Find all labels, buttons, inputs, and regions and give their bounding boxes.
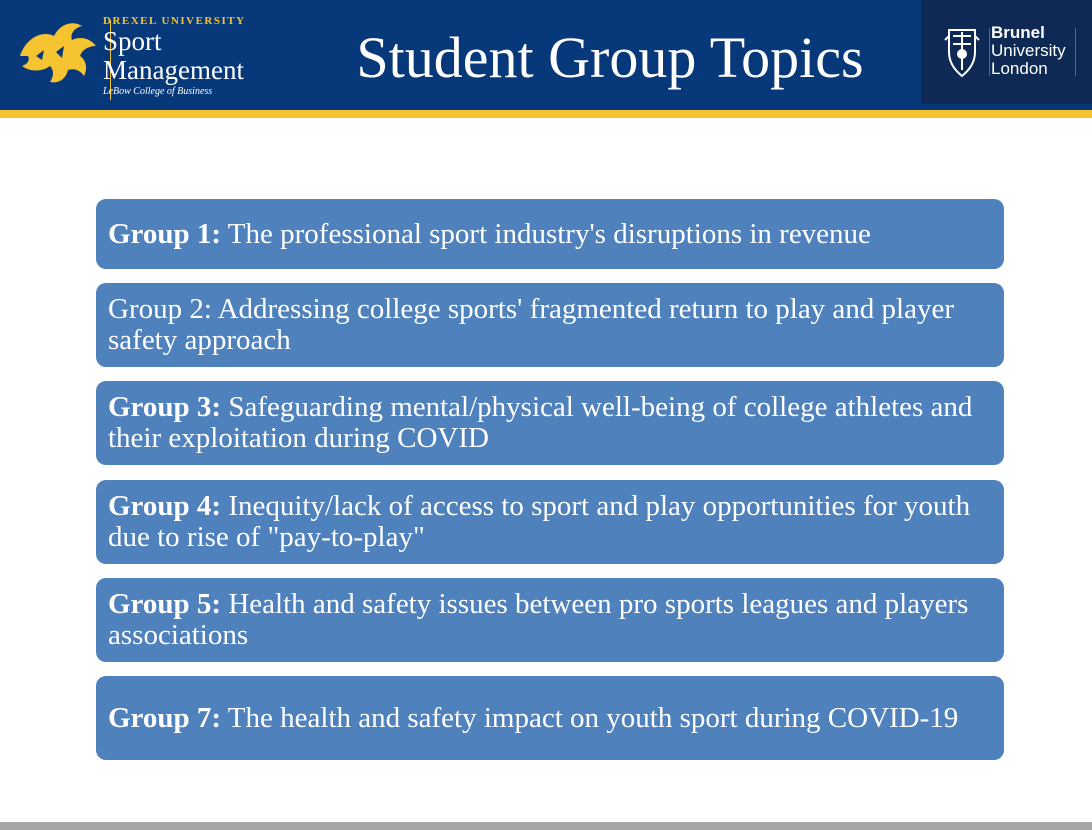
brunel-logo [921,0,1092,104]
topic-text: Inequity/lack of access to sport and play opportunities for youth due to rise of "pay-to-play" [108,490,971,553]
brunel-name: Brunel [991,23,1045,42]
management-label: Management [103,55,244,85]
topic-text: Addressing college sports' fragmented return to play and player safety approach [108,293,955,356]
brunel-london: London [991,59,1048,78]
drexel-university-label: DREXEL UNIVERSITY [103,15,246,27]
topic-label: Group 3: [108,391,222,423]
topic-group-2 [96,283,1004,367]
topic-group-1 [96,199,1004,269]
gold-accent-bar [0,110,1092,118]
topic-text: Safeguarding mental/physical well-being of college athletes and their exploitation during COVID [108,391,973,454]
crest-icon [943,26,981,78]
topic-label: Group 4: [108,490,222,522]
page-title: Student Group Topics [356,25,864,90]
topic-group-7 [96,676,1004,760]
topic-label: Group 1: [108,217,222,250]
drexel-sport-management-logo [16,12,276,102]
topic-group-3 [96,381,1004,465]
footer-divider [0,822,1092,830]
dragon-icon [16,16,100,86]
college-label: LeBow College of Business [103,86,213,97]
topic-label: Group 2: [108,293,212,325]
brunel-edge-line [1075,28,1076,76]
brunel-university: University [991,41,1066,60]
topic-label: Group 5: [108,588,222,620]
topic-text: Health and safety issues between pro sports leagues and players associations [108,588,969,651]
topic-label: Group 7: [108,701,222,734]
sport-label: Sport [103,26,162,56]
brunel-divider [989,28,990,76]
topic-text: The health and safety impact on youth sport during COVID-19 [221,701,959,734]
header-bar [0,0,1092,110]
topic-text: The professional sport industry's disruptions in revenue [221,217,871,250]
topic-group-5 [96,578,1004,662]
topic-group-4 [96,480,1004,564]
